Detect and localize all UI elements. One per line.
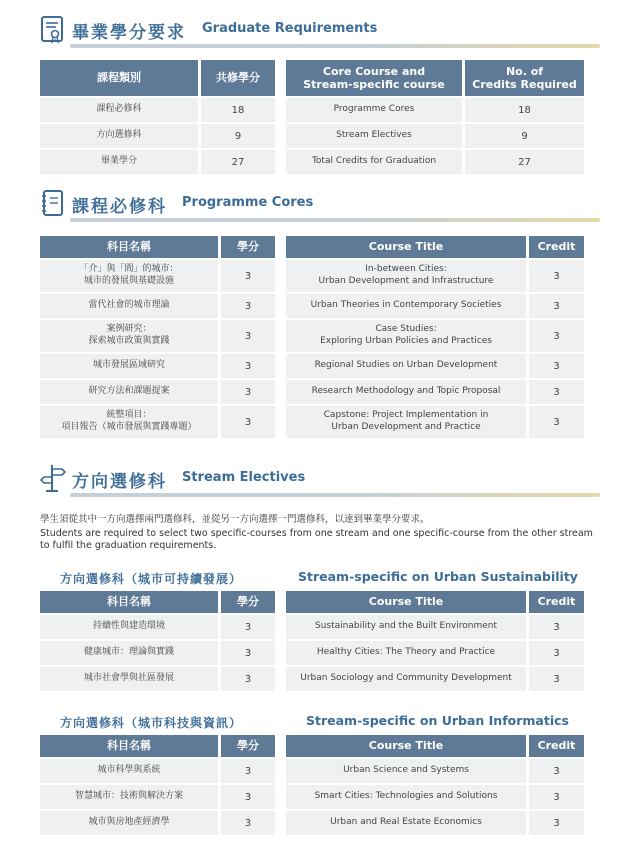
table-cell: 18 bbox=[462, 98, 584, 122]
table-row bbox=[40, 354, 275, 378]
table-cell: Stream Electives bbox=[286, 124, 462, 148]
column-header: Core Course and Stream-specific course bbox=[286, 60, 462, 96]
cores-table-en bbox=[286, 234, 584, 440]
credit-cell: 3 bbox=[526, 260, 584, 292]
course-title-cell: 統整項目： 項目報告（城市發展與實踐專題） bbox=[40, 406, 218, 438]
course-title-cell: 城市與房地產經濟學 bbox=[40, 811, 218, 835]
graduate-requirements-header bbox=[40, 14, 600, 48]
stream-title-en: Stream-specific on Urban Informatics bbox=[306, 713, 569, 728]
table-row bbox=[40, 667, 275, 691]
table-row bbox=[286, 354, 584, 378]
course-title-cell: 健康城市：理論與實踐 bbox=[40, 641, 218, 665]
credit-cell: 3 bbox=[218, 294, 275, 318]
column-header: 科目名稱 bbox=[40, 735, 218, 757]
column-header: 學分 bbox=[218, 236, 275, 258]
credit-cell: 3 bbox=[526, 380, 584, 404]
column-header: 科目名稱 bbox=[40, 236, 218, 258]
column-header: No. of Credits Required bbox=[462, 60, 584, 96]
table-row bbox=[286, 785, 584, 809]
credit-cell: 3 bbox=[218, 759, 275, 783]
column-header: 學分 bbox=[218, 591, 275, 613]
electives-description-en: Students are required to select two specific-courses from one stream and one specific-course from the other stream to fulfil the graduation requirements. bbox=[40, 528, 593, 551]
course-title-cell: Capstone: Project Implementation in Urban Development and Practice bbox=[286, 406, 526, 438]
credit-cell: 3 bbox=[526, 615, 584, 639]
credit-cell: 3 bbox=[218, 811, 275, 835]
section-title-zh: 課程必修科 bbox=[72, 197, 167, 217]
section-title-zh: 方向選修科 bbox=[72, 472, 167, 492]
course-title-cell: Urban and Real Estate Economics bbox=[286, 811, 526, 835]
course-title-cell: 當代社會的城市理論 bbox=[40, 294, 218, 318]
credit-cell: 3 bbox=[218, 380, 275, 404]
section-divider bbox=[70, 493, 600, 497]
stream-table-zh bbox=[40, 733, 275, 837]
table-row bbox=[40, 380, 275, 404]
credit-cell: 3 bbox=[218, 320, 275, 352]
course-title-cell: Smart Cities: Technologies and Solutions bbox=[286, 785, 526, 809]
stream-title-zh: 方向選修科（城市可持續發展） bbox=[60, 572, 243, 586]
column-header: Course Title bbox=[286, 735, 526, 757]
credit-cell: 3 bbox=[526, 759, 584, 783]
table-cell: 課程必修科 bbox=[40, 98, 198, 122]
graduate-table-zh bbox=[40, 58, 275, 176]
electives-description-zh: 學生須從其中一方向選擇兩門選修科，並從另一方向選擇一門選修科，以達到畢業學分要求。 bbox=[40, 514, 430, 525]
course-title-cell: Urban Science and Systems bbox=[286, 759, 526, 783]
credit-cell: 3 bbox=[218, 354, 275, 378]
table-row bbox=[286, 667, 584, 691]
table-row bbox=[286, 406, 584, 438]
course-title-cell: Urban Theories in Contemporary Societies bbox=[286, 294, 526, 318]
stream-electives-header bbox=[40, 463, 600, 497]
table-row bbox=[286, 320, 584, 352]
table-cell: 9 bbox=[462, 124, 584, 148]
stream-table-en bbox=[286, 733, 584, 837]
credit-cell: 3 bbox=[218, 260, 275, 292]
graduate-table-en bbox=[286, 58, 584, 176]
table-row bbox=[40, 294, 275, 318]
table-row bbox=[40, 615, 275, 639]
column-header: Credit bbox=[526, 236, 584, 258]
table-row bbox=[40, 260, 275, 292]
course-title-cell: Research Methodology and Topic Proposal bbox=[286, 380, 526, 404]
credit-cell: 3 bbox=[526, 406, 584, 438]
section-divider bbox=[70, 44, 600, 48]
credit-cell: 3 bbox=[218, 641, 275, 665]
column-header: 科目名稱 bbox=[40, 591, 218, 613]
credit-cell: 3 bbox=[526, 667, 584, 691]
notebook-icon bbox=[40, 188, 68, 218]
table-row bbox=[40, 320, 275, 352]
credit-cell: 3 bbox=[526, 320, 584, 352]
table-row bbox=[286, 641, 584, 665]
column-header: 共修學分 bbox=[198, 60, 275, 96]
credit-cell: 3 bbox=[218, 406, 275, 438]
credit-cell: 3 bbox=[526, 354, 584, 378]
table-row bbox=[286, 759, 584, 783]
table-row bbox=[286, 260, 584, 292]
table-cell: 方向選修科 bbox=[40, 124, 198, 148]
section-title-en: Programme Cores bbox=[182, 195, 314, 210]
table-row bbox=[286, 615, 584, 639]
table-cell: 27 bbox=[198, 150, 275, 174]
table-row bbox=[40, 759, 275, 783]
column-header: 學分 bbox=[218, 735, 275, 757]
column-header: Credit bbox=[526, 735, 584, 757]
course-title-cell: Sustainability and the Built Environment bbox=[286, 615, 526, 639]
section-title-en: Stream Electives bbox=[182, 470, 306, 485]
section-divider bbox=[70, 218, 600, 222]
programme-cores-header bbox=[40, 188, 600, 222]
course-title-cell: 持續性與建造環境 bbox=[40, 615, 218, 639]
course-title-cell: Healthy Cities: The Theory and Practice bbox=[286, 641, 526, 665]
stream-title-zh: 方向選修科（城市科技與資訊） bbox=[60, 716, 243, 730]
course-title-cell: 案例研究： 探索城市政策與實踐 bbox=[40, 320, 218, 352]
course-title-cell: 城市發展區域研究 bbox=[40, 354, 218, 378]
credit-cell: 3 bbox=[526, 641, 584, 665]
table-cell: 18 bbox=[198, 98, 275, 122]
course-title-cell: 城市社會學與社區發展 bbox=[40, 667, 218, 691]
credit-cell: 3 bbox=[526, 811, 584, 835]
table-row bbox=[286, 811, 584, 835]
table-cell: 畢業學分 bbox=[40, 150, 198, 174]
credit-cell: 3 bbox=[218, 615, 275, 639]
column-header: Course Title bbox=[286, 591, 526, 613]
course-title-cell: 研究方法和課題提案 bbox=[40, 380, 218, 404]
credit-cell: 3 bbox=[218, 667, 275, 691]
section-title-en: Graduate Requirements bbox=[202, 21, 378, 36]
course-title-cell: 城市科學與系統 bbox=[40, 759, 218, 783]
certificate-icon bbox=[40, 14, 68, 44]
column-header: Credit bbox=[526, 591, 584, 613]
table-row bbox=[40, 641, 275, 665]
cores-table-zh bbox=[40, 234, 275, 440]
table-row bbox=[40, 406, 275, 438]
credit-cell: 3 bbox=[526, 785, 584, 809]
stream-table-zh bbox=[40, 589, 275, 693]
table-cell: Total Credits for Graduation bbox=[286, 150, 462, 174]
credit-cell: 3 bbox=[218, 785, 275, 809]
course-title-cell: Regional Studies on Urban Development bbox=[286, 354, 526, 378]
signpost-icon bbox=[40, 463, 68, 493]
course-title-cell: Case Studies: Exploring Urban Policies and Practices bbox=[286, 320, 526, 352]
table-cell: 27 bbox=[462, 150, 584, 174]
stream-title-en: Stream-specific on Urban Sustainability bbox=[298, 569, 578, 584]
column-header: Course Title bbox=[286, 236, 526, 258]
table-row bbox=[40, 811, 275, 835]
course-title-cell: 智慧城市：技術與解決方案 bbox=[40, 785, 218, 809]
table-row bbox=[40, 785, 275, 809]
course-title-cell: Urban Sociology and Community Development bbox=[286, 667, 526, 691]
stream-table-en bbox=[286, 589, 584, 693]
credit-cell: 3 bbox=[526, 294, 584, 318]
course-title-cell: 「介」與「間」的城市： 城市的發展與基礎設施 bbox=[40, 260, 218, 292]
table-cell: Programme Cores bbox=[286, 98, 462, 122]
table-row bbox=[286, 380, 584, 404]
table-row bbox=[286, 294, 584, 318]
column-header: 課程類別 bbox=[40, 60, 198, 96]
section-title-zh: 畢業學分要求 bbox=[72, 23, 186, 43]
table-cell: 9 bbox=[198, 124, 275, 148]
course-title-cell: In-between Cities: Urban Development and Infrastructure bbox=[286, 260, 526, 292]
